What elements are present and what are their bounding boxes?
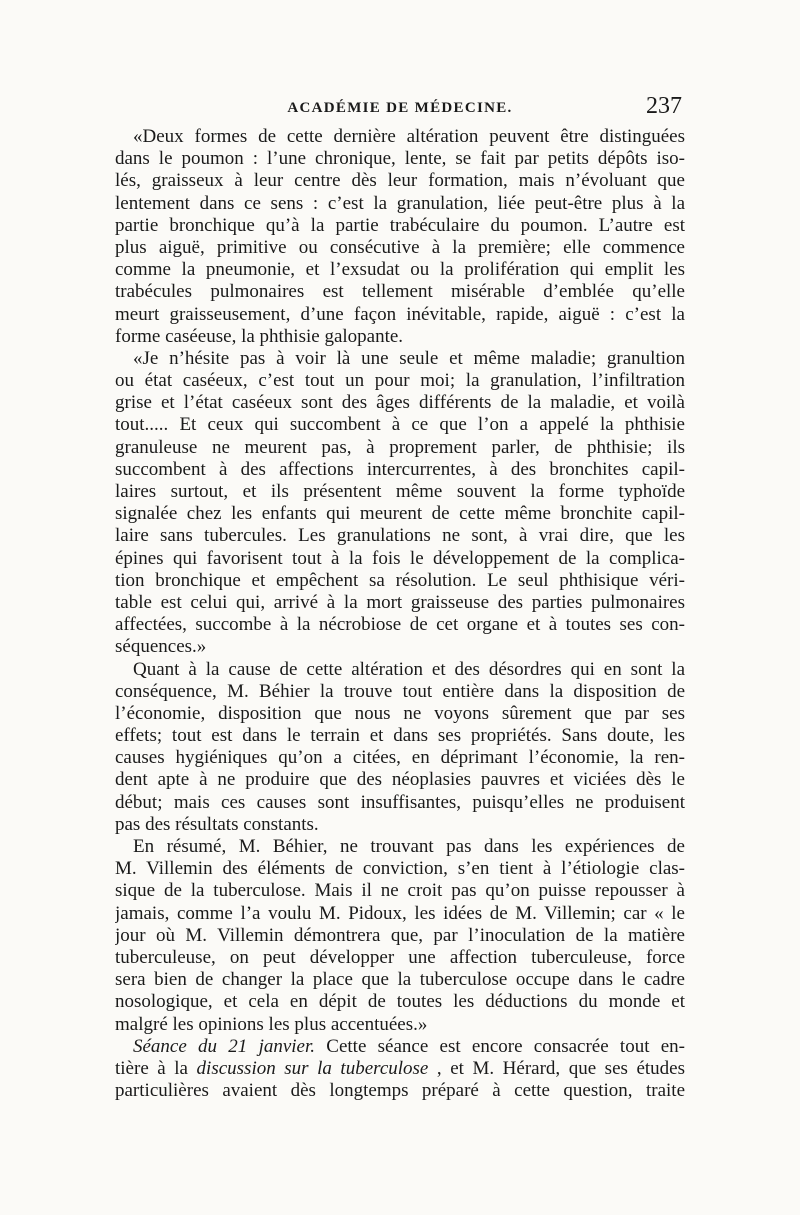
discussion-label: discussion sur la tuberculose	[196, 1057, 429, 1079]
body-text	[115, 126, 685, 1102]
text-line: affectées, succombe à la nécrobiose de cet organe et à toutes ses con-	[115, 614, 685, 636]
text-line: signalée chez les enfants qui meurent de cette même bronchite capil-	[115, 503, 685, 525]
text-line: dent apte à ne produire que des néoplasies pauvres et viciées dès le	[115, 769, 685, 791]
text-line: début; mais ces causes sont insuffisantes, puisqu’elles ne produisent	[115, 791, 685, 813]
page-header	[115, 92, 685, 126]
text-line: trabécules pulmonaires est tellement misérable d’emblée qu’elle	[115, 281, 685, 303]
text-line: jour où M. Villemin démontrera que, par l’inoculation de la matière	[115, 924, 685, 946]
text-line: tout..... Et ceux qui succombent à ce que l’on a appelé la phthisie	[115, 414, 685, 436]
text-line-fragment: Cette séance est encore consacrée tout en-	[326, 1035, 685, 1057]
text-line: lés, graisseux à leur centre dès leur formation, mais n’évoluant que	[115, 170, 685, 192]
page-number: 237	[646, 93, 682, 119]
text-line: pas des résultats constants.	[115, 813, 319, 835]
text-line: l’économie, disposition que nous ne voyons sûrement que par ses	[115, 702, 685, 724]
seance-label: Séance du 21 janvier.	[133, 1035, 316, 1057]
text-line: sera bien de changer la place que la tuberculose occupe dans le cadre	[115, 969, 685, 991]
text-line: séquences.»	[115, 636, 207, 658]
text-line: grise et l’état caséeux sont des âges différents de la maladie, et voilà	[115, 392, 685, 414]
text-line-fragment: tière à la	[115, 1057, 188, 1079]
text-line	[115, 1058, 685, 1080]
text-line: table est celui qui, arrivé à la mort graisseuse des parties pulmonaires	[115, 591, 685, 613]
text-line	[115, 1036, 685, 1058]
text-line: forme caséeuse, la phthisie galopante.	[115, 325, 404, 347]
text-line: malgré les opinions les plus accentuées.»	[115, 1013, 428, 1035]
text-line: laires surtout, et ils présentent même souvent la forme typhoïde	[115, 481, 685, 502]
text-line: «Deux formes de cette dernière altération peuvent être distinguées	[133, 126, 685, 147]
text-line: ou état caséeux, c’est tout un pour moi; la granulation, l’infiltration	[115, 370, 685, 392]
text-line: causes hygiéniques qu’on a citées, en déprimant l’économie, la ren-	[115, 747, 685, 769]
text-line: M. Villemin des éléments de conviction, s’en tient à l’étiologie clas-	[115, 858, 685, 880]
text-line: lentement dans ce sens : c’est la granulation, liée peut-être plus à la	[115, 192, 685, 214]
text-line: tuberculeuse, on peut développer une affection tuberculeuse, force	[115, 946, 685, 968]
text-line: comme la pneumonie, et l’exsudat ou la prolifération qui emplit les	[115, 259, 685, 281]
text-line: granuleuse ne meurent pas, à proprement parler, de phthisie; ils	[115, 436, 685, 458]
running-title: ACADÉMIE DE MÉDECINE.	[287, 100, 513, 116]
text-line: En résumé, M. Béhier, ne trouvant pas dans les expériences de	[133, 836, 685, 857]
text-line: sique de la tuberculose. Mais il ne croit pas qu’on puisse repousser à	[115, 880, 685, 902]
text-line: jamais, comme l’a voulu M. Pidoux, les idées de M. Villemin; car « le	[115, 902, 685, 924]
text-line: conséquence, M. Béhier la trouve tout entière dans la disposition de	[115, 680, 685, 702]
text-line: dans le poumon : l’une chronique, lente, se fait par petits dépôts iso-	[115, 148, 685, 170]
text-line: épines qui favorisent tout à la fois le développement de la complica-	[115, 547, 685, 569]
text-line: plus aiguë, primitive ou consécutive à la première; elle commence	[115, 236, 685, 258]
text-line-fragment: , et M. Hérard, que ses études	[436, 1057, 685, 1079]
text-line: particulières avaient dès longtemps préparé à cette question, traite	[115, 1080, 685, 1102]
text-line: nosologique, et cela en dépit de toutes les déductions du monde et	[115, 991, 685, 1013]
text-line: Quant à la cause de cette altération et des désordres qui en sont la	[133, 658, 685, 680]
text-line: meurt graisseusement, d’une façon inévitable, rapide, aiguë : c’est la	[115, 303, 685, 325]
text-line: «Je n’hésite pas à voir là une seule et même maladie; granultion	[133, 347, 685, 369]
text-line: effets; tout est dans le terrain et dans ses propriétés. Sans doute, les	[115, 725, 685, 747]
book-page	[115, 92, 685, 1202]
text-line: tion bronchique et empêchent sa résolution. Le seul phthisique véri-	[115, 569, 685, 591]
text-line: laire sans tubercules. Les granulations ne sont, à vrai dire, que les	[115, 525, 685, 547]
text-line: partie bronchique qu’à la partie trabéculaire du poumon. L’autre est	[115, 214, 685, 236]
text-line: succombent à des affections intercurrentes, à des bronchites capil-	[115, 458, 685, 480]
